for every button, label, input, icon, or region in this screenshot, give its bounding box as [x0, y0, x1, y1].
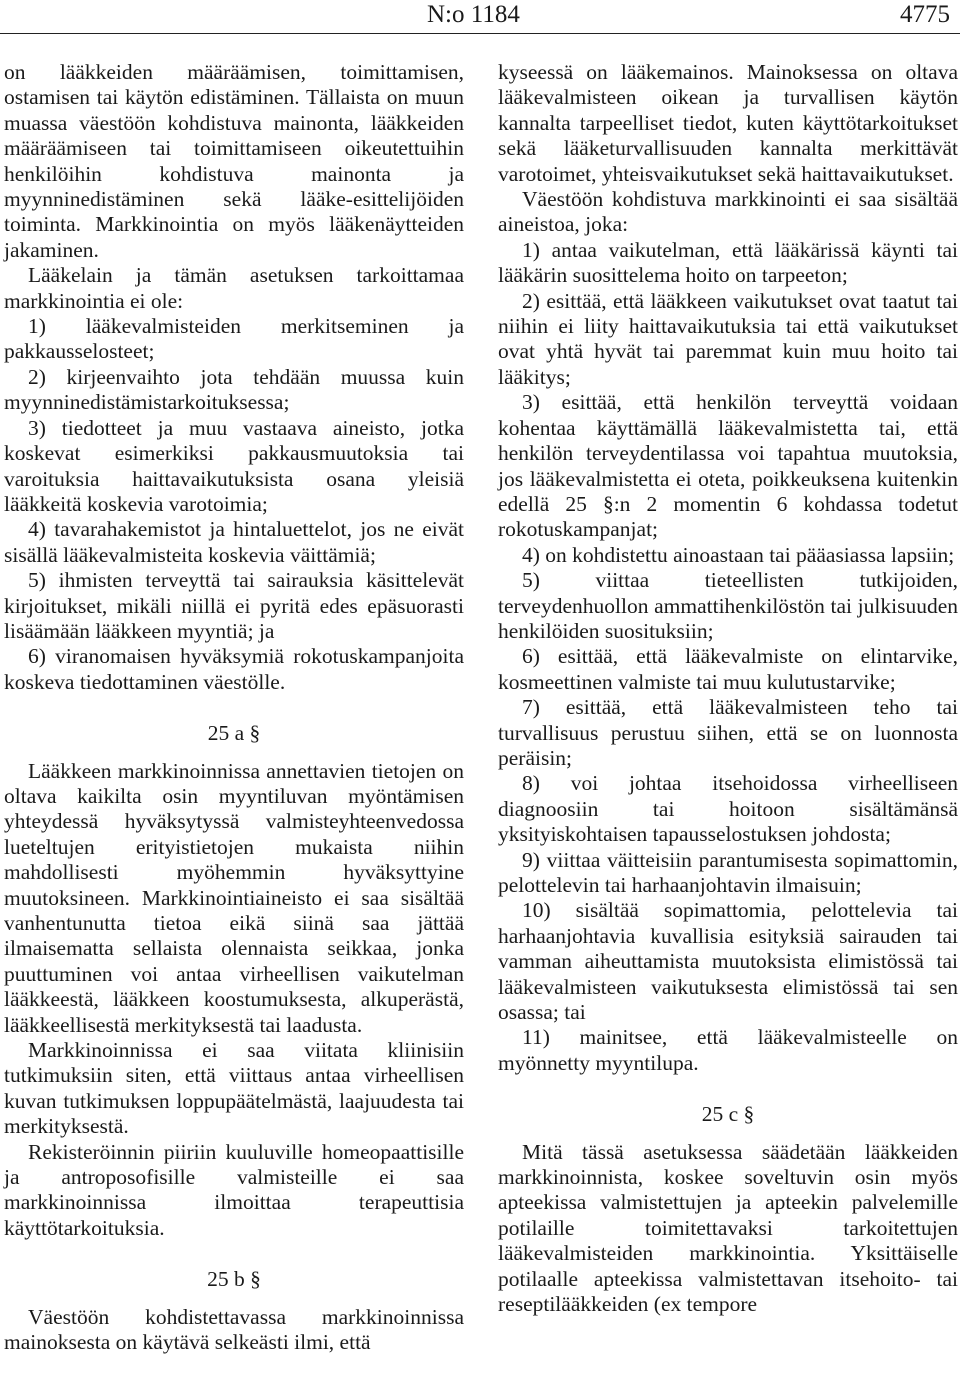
paragraph: Rekisteröinnin piiriin kuuluville homeopaattisille ja antroposofisille valmisteille ei saa markkinoinnissa ilmoittaa terapeuttisia käyttötarkoituksia. — [4, 1139, 464, 1240]
list-item: 7) esittää, että lääkevalmisteen teho tai turvallisuus perustuu siihen, että se on luonnosta peräisin; — [498, 695, 958, 770]
list-item: 5) ihmisten terveyttä tai sairauksia käsittelevät kirjoitukset, mikäli niillä ei pyritä edes epäsuorasti lisäämään lääkkeen myyntiä; ja — [4, 568, 464, 643]
paragraph: Mitä tässä asetuksessa säädetään lääkkeiden markkinoinnista, koskee soveltuvin osin myös apteekissa valmistettujen ja apteekin palvelemille potilaille toimitettavaksi tarkoitettujen lääkevalmisteiden markkinointia. Yksittäiselle potilaalle apteekissa valmistettavan itsehoito- tai reseptilääkkeiden (ex tempore — [498, 1139, 958, 1317]
paragraph: Lääkkeen markkinoinnissa annettavien tietojen on oltava kaikilta osin myyntiluvan myöntämisen yhteydessä hyväksytyssä valmisteyhteenvedossa lueteltujen erityistietojen mukaista niihin mahdollisesti myöhemmin hyväksyttyine muutoksineen. Markkinointiaineisto ei saa sisältää vanhentunutta tietoa eikä siinä saa jättää ilmaisematta sellaista olennaista seikkaa, jonka puuttuminen voi antaa virheellisen vaikutelman lääkkeestä, lääkkeen koostumuksesta, alkuperästä, lääkkeellisestä merkityksestä tai laadusta. — [4, 758, 464, 1037]
list-item: 9) viittaa väitteisiin parantumisesta sopimattomin, pelottelevin tai harhaanjohtavin ilmaisuin; — [498, 847, 958, 897]
section-heading-25a: 25 a § — [207, 721, 261, 746]
list-item: 6) viranomaisen hyväksymiä rokotuskampanjoita koskeva tiedottaminen väestölle. — [4, 644, 464, 694]
list-item: 11) mainitsee, että lääkevalmisteelle on myönnetty myyntilupa. — [498, 1025, 958, 1075]
list-item: 1) antaa vaikutelman, että lääkärissä käynti tai lääkärin suosittelema hoito on tarpeeton; — [498, 237, 958, 288]
page-header — [0, 0, 960, 40]
list-item: 1) lääkevalmisteiden merkitseminen ja pakkausselosteet; — [4, 314, 464, 364]
page-number: 4775 — [900, 1, 950, 28]
list-item: 4) on kohdistettu ainoastaan tai pääasiassa lapsiin; — [522, 542, 955, 567]
paragraph: Markkinoinnissa ei saa viitata kliinisiin tutkimuksiin siten, että viittaus antaa virheellisen kuvan tutkimuksen loppupäätelmästä, laajuudesta tai merkityksestä. — [4, 1038, 464, 1139]
paragraph: kyseessä on lääkemainos. Mainoksessa on oltava lääkevalmisteen oikean ja turvallisen käytön kannalta tarpeelliset tiedot, kuten käyttötarkoitukset sekä lääketurvallisuuden kannalta merkittävät varotoimet, yhteisvaikutukset sekä haittavaikutukset. — [498, 60, 958, 186]
issue-number: N:o 1184 — [427, 1, 520, 28]
list-item: 2) kirjeenvaihto jota tehdään muussa kuin myynninedistämistarkoituksessa; — [4, 364, 464, 415]
list-item: 5) viittaa tieteellisten tutkijoiden, terveydenhuollon ammattihenkilöstön tai julkisuuden henkilöiden suosituksiin; — [498, 568, 958, 643]
header-rule — [0, 33, 960, 34]
paragraph: Väestöön kohdistettavassa markkinoinnissa mainoksesta on käytävä selkeästi ilmi, että — [4, 1304, 464, 1355]
section-heading-25c: 25 c § — [701, 1102, 755, 1127]
list-item: 3) tiedotteet ja muu vastaava aineisto, jotka koskevat esimerkiksi pakkausmuutoksia tai varoituksia haittavaikutuksista osana yleisiä lääkkeitä koskevia varotoimia; — [4, 415, 464, 516]
list-item: 4) tavarahakemistot ja hintaluettelot, jos ne eivät sisällä lääkevalmisteita koskevia väittämiä; — [4, 517, 464, 567]
left-column — [4, 60, 464, 1356]
right-column — [498, 60, 958, 1318]
paragraph: Väestöön kohdistuva markkinointi ei saa sisältää aineistoa, joka: — [498, 187, 958, 237]
list-item: 6) esittää, että lääkevalmiste on elintarvike, kosmeettinen valmiste tai muu kulutustarvike; — [498, 644, 958, 694]
list-item: 8) voi johtaa itsehoidossa virheelliseen diagnoosiin tai hoitoon sisältämänsä yksityiskohtaisen tapausselostuksen johdosta; — [498, 771, 958, 847]
paragraph: on lääkkeiden määräämisen, toimittamisen, ostamisen tai käytön edistäminen. Tällaista on muun muassa väestöön kohdistuva mainonta, lääkkeiden määräämiseen tai toimittamiseen oikeutettuihin henkilöihin kohdistuva mainonta ja myynninedistäminen sekä lääke-esittelijöiden toiminta. Markkinointia on myös lääkenäytteiden jakaminen. — [4, 60, 464, 262]
section-heading-25b: 25 b § — [207, 1267, 261, 1292]
list-item: 3) esittää, että henkilön terveyttä voidaan kohentaa käyttämällä lääkevalmistetta tai, että henkilön terveydentilassa voi tapahtua muutoksia, jos lääkevalmistetta ei oteta, poikkeuksena kuitenkin edellä 25 §:n 2 momentin 6 kohdassa todetut rokotuskampanjat; — [498, 390, 958, 542]
paragraph: Lääkelain ja tämän asetuksen tarkoittamaa markkinointia ei ole: — [4, 263, 464, 313]
list-item: 10) sisältää sopimattomia, pelottelevia tai harhaanjohtavia kuvallisia esityksiä sairauden tai vamman aiheuttamista muutoksista elimistössä tai lääkevalmisteen vaikutuksesta elimistössä tai sen osassa; tai — [498, 898, 958, 1025]
list-item: 2) esittää, että lääkkeen vaikutukset ovat taatut tai niihin ei liity haittavaikutuksia tai että vaikutukset ovat yhtä hyvät tai paremmat kuin muu hoito tai lääkitys; — [498, 288, 958, 389]
